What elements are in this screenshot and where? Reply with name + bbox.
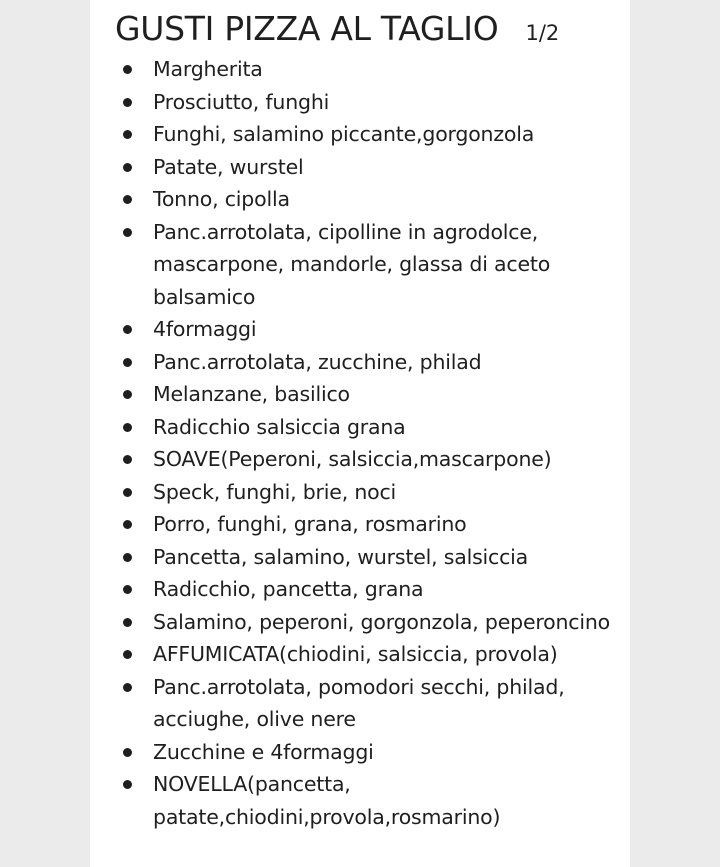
menu-page xyxy=(90,0,630,867)
bullet-icon xyxy=(123,650,132,659)
bullet-icon xyxy=(123,390,132,399)
flavor-text: Porro, funghi, grana, rosmarino xyxy=(153,512,467,536)
flavor-text: Melanzane, basilico xyxy=(153,382,350,406)
flavor-text: Panc.arrotolata, zucchine, philad xyxy=(153,349,482,374)
list-item xyxy=(119,443,619,476)
page-title: GUSTI PIZZA AL TAGLIO xyxy=(115,9,499,48)
flavor-text: 4formaggi xyxy=(153,317,257,341)
bullet-icon xyxy=(123,228,132,237)
list-item xyxy=(119,151,619,184)
bullet-icon xyxy=(123,780,132,789)
list-item xyxy=(119,183,619,216)
bullet-icon xyxy=(123,618,132,627)
menu-header xyxy=(115,8,559,50)
bullet-icon xyxy=(123,65,132,74)
bullet-icon xyxy=(123,358,132,367)
bullet-icon xyxy=(123,488,132,497)
bullet-icon xyxy=(123,130,132,139)
flavor-text: NOVELLA(pancetta, patate,chiodini,provola,rosmarino) xyxy=(153,772,501,829)
page-indicator: 1/2 xyxy=(525,21,560,45)
list-item xyxy=(119,53,619,86)
list-item xyxy=(119,736,619,769)
bullet-icon xyxy=(123,163,132,172)
list-item xyxy=(119,541,619,574)
list-item xyxy=(119,768,619,833)
bullet-icon xyxy=(123,325,132,334)
bullet-icon xyxy=(123,683,132,692)
list-item xyxy=(119,476,619,509)
flavor-text: Margherita xyxy=(153,57,263,81)
flavor-list xyxy=(119,53,619,833)
flavor-text: Funghi, salamino piccante,gorgonzola xyxy=(153,122,535,146)
bullet-icon xyxy=(123,455,132,464)
bullet-icon xyxy=(123,553,132,562)
flavor-text: Salamino, peperoni, gorgonzola, peperoncino xyxy=(153,609,610,634)
flavor-text: Prosciutto, funghi xyxy=(153,89,330,114)
flavor-text: AFFUMICATA(chiodini, salsiccia, provola) xyxy=(153,642,558,666)
bullet-icon xyxy=(123,748,132,757)
list-item xyxy=(119,671,619,736)
list-item xyxy=(119,216,619,314)
list-item xyxy=(119,86,619,119)
flavor-text: Patate, wurstel xyxy=(153,154,304,179)
list-item xyxy=(119,606,619,639)
flavor-text: Radicchio, pancetta, grana xyxy=(153,577,424,601)
bullet-icon xyxy=(123,520,132,529)
list-item xyxy=(119,118,619,151)
list-item xyxy=(119,411,619,444)
bullet-icon xyxy=(123,585,132,594)
flavor-text: Speck, funghi, brie, noci xyxy=(153,479,397,504)
flavor-text: Pancetta, salamino, wurstel, salsiccia xyxy=(153,544,529,569)
bullet-icon xyxy=(123,98,132,107)
flavor-text: SOAVE(Peperoni, salsiccia,mascarpone) xyxy=(153,447,552,471)
flavor-text: Zucchine e 4formaggi xyxy=(153,739,374,764)
flavor-text: Tonno, cipolla xyxy=(153,187,290,211)
list-item xyxy=(119,313,619,346)
flavor-text: Radicchio salsiccia grana xyxy=(153,414,406,439)
list-item xyxy=(119,638,619,671)
list-item xyxy=(119,573,619,606)
list-item xyxy=(119,378,619,411)
list-item xyxy=(119,346,619,379)
flavor-text: Panc.arrotolata, pomodori secchi, philad, acciughe, olive nere xyxy=(153,674,565,731)
list-item xyxy=(119,508,619,541)
bullet-icon xyxy=(123,195,132,204)
flavor-text: Panc.arrotolata, cipolline in agrodolce, mascarpone, mandorle, glassa di aceto balsamico xyxy=(153,219,551,309)
bullet-icon xyxy=(123,423,132,432)
